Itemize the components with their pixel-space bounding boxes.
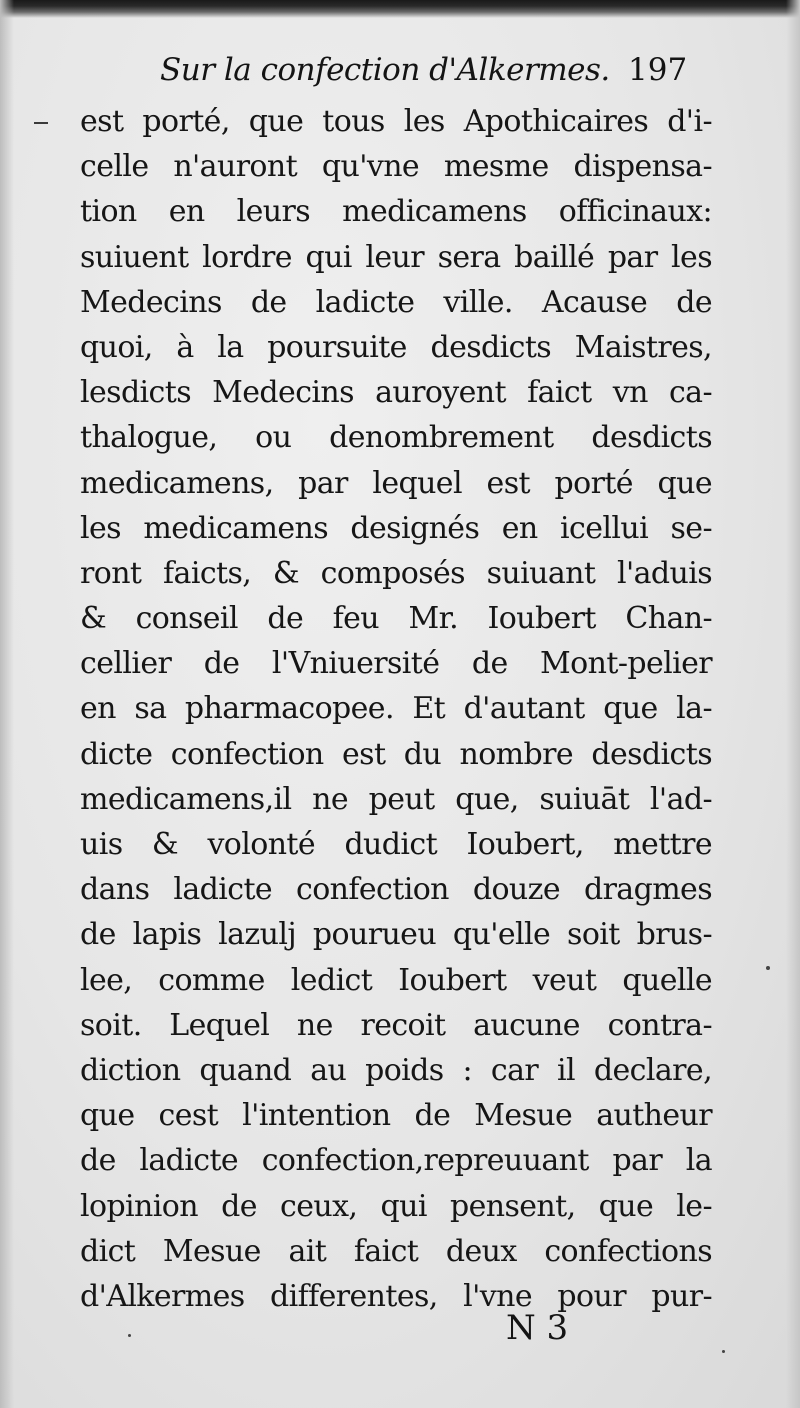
text-line: quoi, à la poursuite desdicts Maistres, <box>80 329 712 365</box>
text-line: diction quand au poids : car il declare, <box>80 1052 712 1088</box>
page-number: 197 <box>628 52 688 88</box>
text-line: tion en leurs medicamens officinaux: <box>80 194 712 230</box>
text-line: dans ladicte confection douze dragmes <box>80 872 712 908</box>
ink-speck <box>128 1334 131 1337</box>
text-line: cellier de l'Vniuersité de Mont-pelier <box>80 646 712 682</box>
ink-speck <box>766 966 770 970</box>
text-line: & conseil de feu Mr. Ioubert Chan- <box>80 601 712 637</box>
text-line: celle n'auront qu'vne mesme dispensa- <box>80 149 712 185</box>
running-title: Sur la confection d'Alkermes. <box>160 52 610 88</box>
ink-speck <box>722 1350 725 1353</box>
text-line: est porté, que tous les Apothicaires d'i- <box>80 104 712 139</box>
signature-mark: N 3 <box>506 1308 569 1348</box>
text-line: d'Alkermes differentes, l'vne pour pur- <box>80 1278 712 1314</box>
text-line: dict Mesue ait faict deux confections <box>80 1233 712 1269</box>
text-line: soit. Lequel ne recoit aucune contra- <box>80 1007 712 1043</box>
text-line: que cest l'intention de Mesue autheur <box>80 1098 712 1134</box>
text-line: ront faicts, & composés suiuant l'aduis <box>80 555 712 591</box>
page-top-shadow <box>0 0 800 18</box>
text-line: de ladicte confection,repreuuant par la <box>80 1143 712 1179</box>
text-line: uis & volonté dudict Ioubert, mettre <box>80 827 712 862</box>
text-line: Medecins de ladicte ville. Acause de <box>80 284 712 320</box>
text-line: lopinion de ceux, qui pensent, que le- <box>80 1188 712 1224</box>
text-line: les medicamens designés en icellui se- <box>80 510 712 546</box>
text-line: medicamens, par lequel est porté que <box>80 465 712 501</box>
page-left-shadow <box>0 0 14 1408</box>
text-line: lee, comme ledict Ioubert veut quelle <box>80 962 712 998</box>
text-line: thalogue, ou denombrement desdicts <box>80 420 712 456</box>
body-text <box>80 99 712 1319</box>
text-line: de lapis lazulj pourueu qu'elle soit brus- <box>80 917 712 953</box>
text-line: lesdicts Medecins auroyent faict vn ca- <box>80 375 712 411</box>
page-right-shadow <box>786 0 800 1408</box>
text-line: dicte confection est du nombre desdicts <box>80 736 712 772</box>
text-line: medicamens,il ne peut que, suiuāt l'ad- <box>80 781 712 817</box>
text-line: suiuent lordre qui leur sera baillé par les <box>80 239 712 275</box>
text-line: en sa pharmacopee. Et d'autant que la- <box>80 691 712 727</box>
margin-mark <box>34 122 48 124</box>
